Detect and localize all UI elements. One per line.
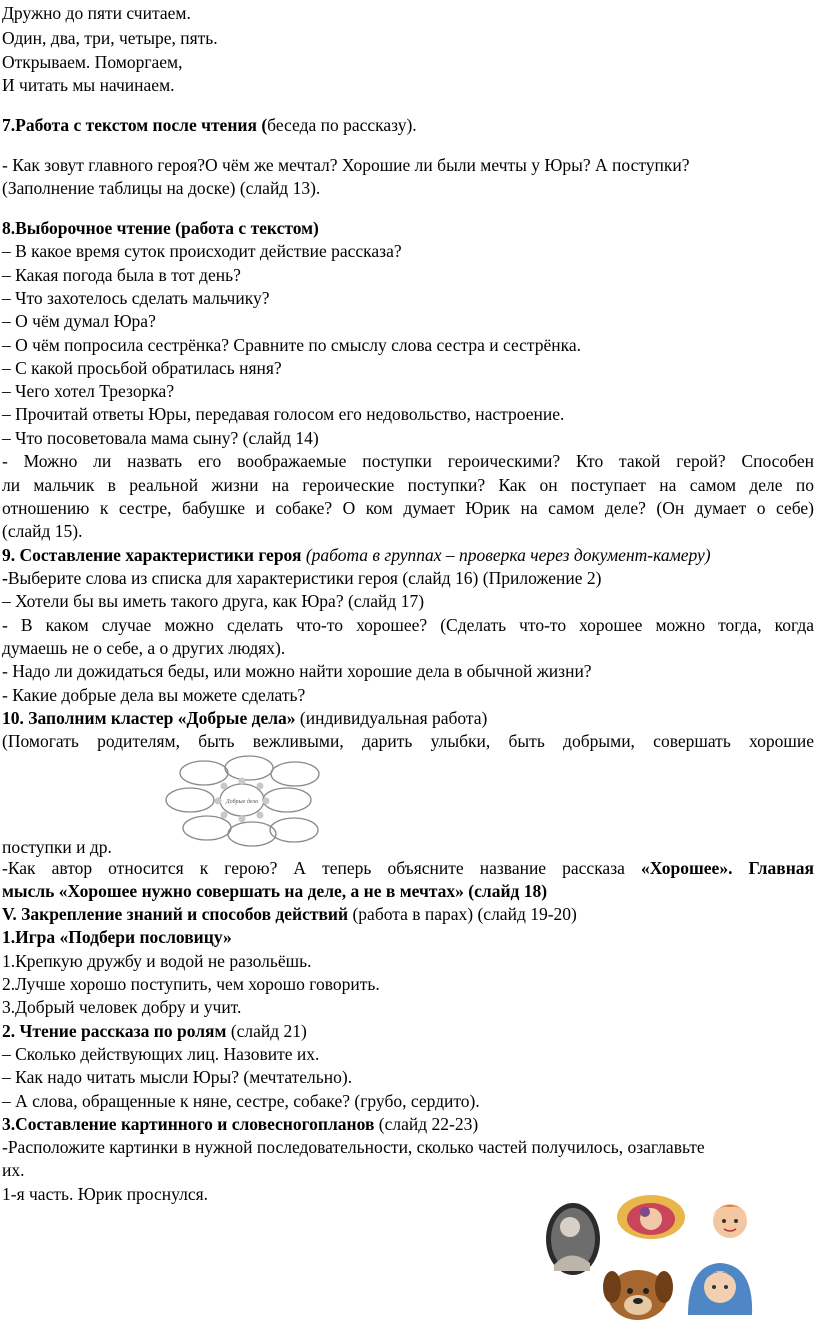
cluster-center-label: Добрые дела — [225, 799, 259, 805]
proverb-item: 2.Лучше хорошо поступить, чем хорошо говорить. — [2, 974, 380, 994]
section-9-italic: (работа в группах – проверка через документ-камеру) — [305, 545, 711, 565]
roles-rest: (слайд 21) — [226, 1021, 307, 1041]
proverb-item: 3.Добрый человек добру и учит. — [2, 997, 242, 1017]
section-8-item: – Прочитай ответы Юры, передавая голосом его недовольство, настроение. — [2, 404, 565, 424]
cluster-petal-left — [166, 788, 214, 812]
plans-heading: 3.Составление картинного и словесногопланов — [2, 1114, 375, 1134]
proverb-item: 1.Крепкую дружбу и водой не разольёшь. — [2, 951, 312, 971]
nanny-picture — [688, 1263, 752, 1315]
section-v-heading-line — [2, 903, 577, 925]
section-10-rest: (индивидуальная работа) — [295, 708, 488, 728]
section-9-line: - Надо ли дожидаться беды, или можно найти хорошие дела в обычной жизни? — [2, 661, 592, 681]
cluster-petal-bottom — [228, 822, 276, 846]
author-main-idea: мысль «Хорошее нужно совершать на деле, а не в мечтах» (слайд 18) — [2, 881, 548, 901]
plans-line: 1-я часть. Юрик проснулся. — [2, 1184, 209, 1204]
plans-heading-line — [2, 1113, 478, 1135]
roles-item: – Сколько действующих лиц. Назовите их. — [2, 1044, 320, 1064]
story-pictures — [540, 1195, 790, 1325]
child-picture — [617, 1195, 685, 1239]
section-8-item: – Какая погода была в тот день? — [2, 265, 241, 285]
poem-line: И читать мы начинаем. — [2, 75, 175, 95]
cluster-petal-bottom-right — [270, 818, 318, 842]
section-9-line: - В каком случае можно сделать что-то хорошее? (Сделать что-то хорошее можно тогда, когда — [2, 615, 814, 635]
grandmother-picture — [546, 1203, 600, 1275]
section-7-heading-line — [2, 114, 417, 136]
poem-line: Один, два, три, четыре, пять. — [2, 28, 218, 48]
section-8-item: – С какой просьбой обратилась няня? — [2, 358, 282, 378]
cluster-petal-right — [263, 788, 311, 812]
roles-item: – А слова, обращенные к няне, сестре, собаке? (грубо, сердито). — [2, 1091, 480, 1111]
section-8-heading: 8.Выборочное чтение (работа с текстом) — [2, 218, 319, 238]
plans-rest: (слайд 22-23) — [374, 1114, 479, 1134]
section-8-item: – О чём попросила сестрёнка? Сравните по смыслу слова сестра и сестрёнка. — [2, 335, 582, 355]
section-8-paragraph-line: (слайд 15). — [2, 521, 83, 541]
cluster-petal-bottom-left — [183, 816, 231, 840]
section-8-item: – В какое время суток происходит действие рассказа? — [2, 241, 402, 261]
section-7-heading: 7.Работа с текстом после чтения ( — [2, 115, 268, 135]
poem-line: Открываем. Поморгаем, — [2, 52, 183, 72]
section-9-line: – Хотели бы вы иметь такого друга, как Юра? (слайд 17) — [2, 591, 425, 611]
section-8-item: – Чего хотел Трезорка? — [2, 381, 175, 401]
section-8-paragraph-line: отношению к сестре, бабушке и собаке? О ком думает Юрик на самом деле? (Он думает о себе) — [2, 498, 814, 518]
section-7-note: (Заполнение таблицы на доске) (слайд 13). — [2, 178, 321, 198]
author-question-line: -Как автор относится к герою? А теперь объясните название рассказа «Хорошее». Главная — [2, 858, 814, 878]
game-heading: 1.Игра «Подбери пословицу» — [2, 927, 232, 947]
roles-heading-line — [2, 1020, 307, 1042]
section-8-item: – Что захотелось сделать мальчику? — [2, 288, 270, 308]
section-10-heading-line — [2, 707, 487, 729]
section-8-paragraph-line: - Можно ли назвать его воображаемые поступки героическими? Кто такой герой? Способен — [2, 451, 814, 471]
section-7-rest: беседа по рассказу). — [267, 115, 417, 135]
section-10-line: поступки и др. — [2, 837, 112, 857]
boy-picture — [712, 1204, 748, 1238]
section-9-line: -Выберите слова из списка для характеристики героя (слайд 16) (Приложение 2) — [2, 568, 602, 588]
section-9-heading-line — [2, 544, 711, 566]
section-9-heading: 9. Составление характеристики героя — [2, 545, 302, 565]
section-7-question: - Как зовут главного героя?О чём же мечтал? Хорошие ли были мечты у Юры? А поступки? — [2, 155, 690, 175]
section-8-paragraph-line: ли мальчик в реальной жизни на героические поступки? Как он поступает на самом деле по — [2, 475, 814, 495]
plans-line: -Расположите картинки в нужной последовательности, сколько частей получилось, озаглавьте — [2, 1137, 705, 1157]
section-9-line: думаешь не о себе, а о других людях). — [2, 638, 286, 658]
poem-line: Дружно до пяти считаем. — [2, 3, 191, 23]
section-v-rest: (работа в парах) (слайд 19-20) — [348, 904, 577, 924]
section-10-heading: 10. Заполним кластер «Добрые дела» — [2, 708, 296, 728]
section-v-heading: V. Закрепление знаний и способов действий — [2, 904, 349, 924]
cluster-diagram — [162, 752, 322, 852]
cluster-svg — [162, 752, 322, 852]
section-9-line: - Какие добрые дела вы можете сделать? — [2, 685, 306, 705]
roles-heading: 2. Чтение рассказа по ролям — [2, 1021, 227, 1041]
cluster-petal-top-left — [180, 761, 228, 785]
cluster-petal-top-right — [271, 762, 319, 786]
section-8-item: – О чём думал Юра? — [2, 311, 156, 331]
plans-line: их. — [2, 1160, 25, 1180]
roles-item: – Как надо читать мысли Юры? (мечтательно). — [2, 1067, 353, 1087]
section-10-line: (Помогать родителям, быть вежливыми, дарить улыбки, быть добрыми, совершать хорошие — [2, 731, 814, 751]
dog-picture — [603, 1270, 673, 1320]
cluster-petal-top — [225, 756, 273, 780]
section-8-item: – Что посоветовала мама сыну? (слайд 14) — [2, 428, 319, 448]
